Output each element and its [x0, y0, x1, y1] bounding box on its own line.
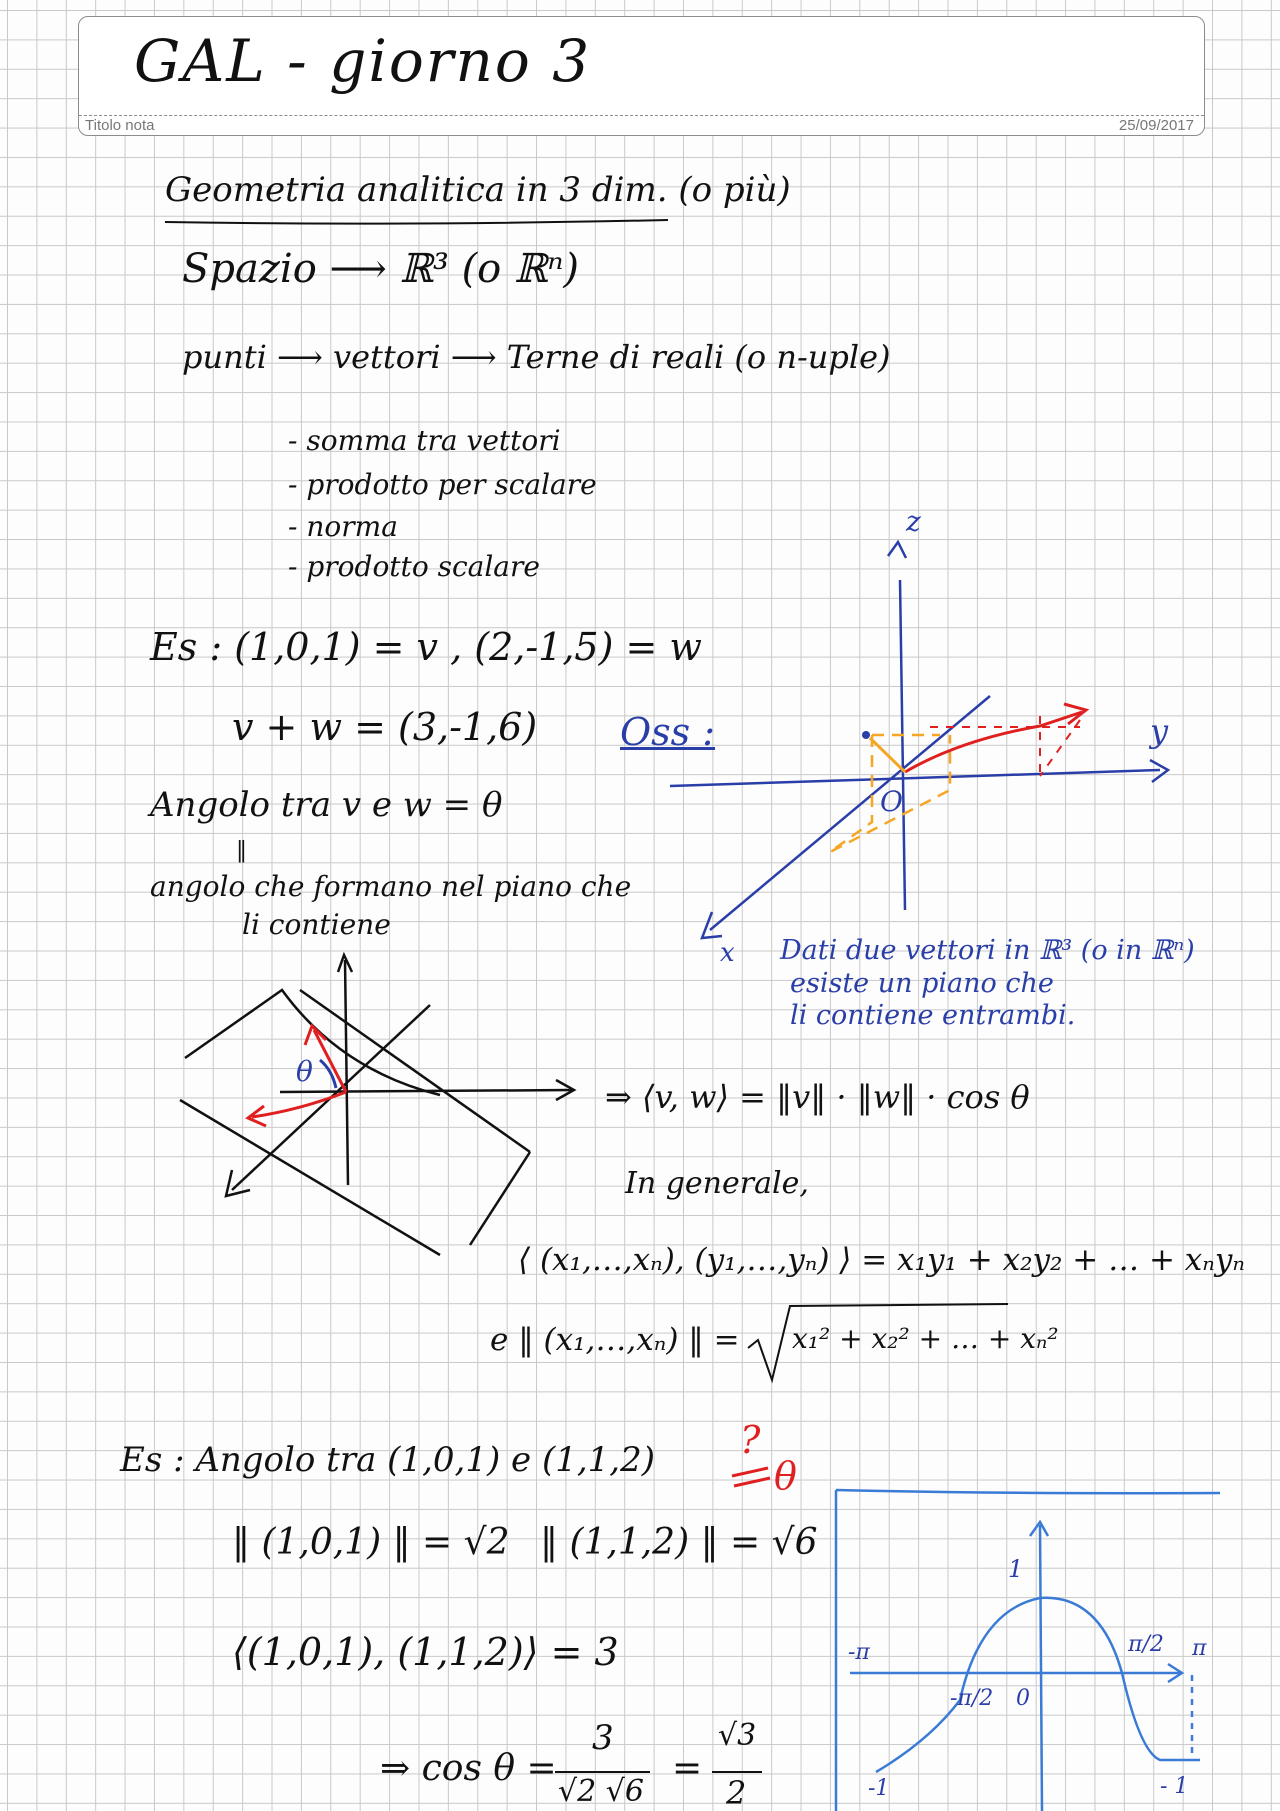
angle-desc-line2: li contiene: [242, 908, 391, 941]
orange-vector-tip: [862, 731, 870, 739]
graph-label-minus-pi-half: -π/2: [950, 1686, 994, 1711]
observation-note-line3: li contiene entrambi.: [790, 1000, 1076, 1031]
note-date: 25/09/2017: [1118, 117, 1194, 134]
observation-label: Oss :: [620, 710, 716, 754]
dot-product-formula: ⇒ ⟨v, w⟩ = ‖v‖ · ‖w‖ · cos θ: [605, 1078, 1030, 1116]
z-axis-arrow: [888, 542, 906, 558]
example2-question-theta: θ: [774, 1454, 797, 1498]
operation-item: - prodotto scalare: [288, 550, 540, 583]
graph-label-zero: 0: [1016, 1686, 1030, 1711]
example2-line1: Es : Angolo tra (1,0,1) e (1,1,2): [120, 1440, 655, 1480]
red-projections: [930, 716, 1080, 776]
graph-label-minus-pi: -π: [848, 1640, 870, 1665]
section-heading: Geometria analitica in 3 dim. (o più): [165, 170, 791, 210]
note-label: Titolo nota: [85, 117, 155, 134]
observation-note-line2: esiste un piano che: [790, 968, 1054, 999]
plane-vertical-axis: [345, 960, 348, 1185]
observation-note-line1: Dati due vettori in ℝ³ (o in ℝⁿ): [780, 935, 1195, 966]
points-line: punti ⟶ vettori ⟶ Terne di reali (o n-uple): [182, 338, 891, 376]
space-line: Spazio ⟶ ℝ³ (o ℝⁿ): [182, 246, 580, 292]
plane-edge-right: [470, 1152, 530, 1245]
graph-label-minus-one-right: - 1: [1160, 1774, 1189, 1799]
fraction-equals: =: [672, 1748, 703, 1789]
example2-cos-prefix: ⇒ cos θ =: [380, 1748, 557, 1789]
fraction2-denominator: 2: [726, 1774, 747, 1811]
angle-desc-line1: angolo che formano nel piano che: [150, 870, 632, 903]
y-axis: [670, 770, 1160, 786]
graph-y-axis: [1040, 1525, 1042, 1811]
in-general-label: In generale,: [625, 1166, 809, 1201]
graph-label-pi-half: π/2: [1128, 1632, 1164, 1657]
example2-norm1: ‖ (1,0,1) ‖ = √2: [232, 1522, 510, 1563]
norm-formula-prefix: e ‖ (x₁,…,xₙ) ‖ =: [490, 1322, 740, 1358]
x-axis: [710, 696, 990, 930]
graph-label-one: 1: [1008, 1555, 1024, 1583]
graph-label-minus-one-left: -1: [868, 1776, 890, 1801]
operation-item: - prodotto per scalare: [288, 468, 597, 501]
x-axis-arrow: [702, 912, 722, 938]
plane-theta-label: θ: [296, 1055, 313, 1088]
operation-item: - somma tra vettori: [288, 424, 561, 457]
graph-label-pi: π: [1192, 1636, 1207, 1661]
operation-item: - norma: [288, 510, 398, 543]
plane-angle-arc: [320, 1060, 336, 1088]
example2-question: ?: [740, 1418, 761, 1462]
z-axis: [900, 580, 905, 910]
note-title: GAL - giorno 3: [134, 27, 592, 95]
heading-underline: [165, 220, 668, 224]
plane-red-vector-1: [314, 1030, 346, 1092]
general-dot-formula: ⟨ (x₁,…,xₙ), (y₁,…,yₙ) ⟩ = x₁y₁ + x₂y₂ + … + xₙyₙ: [518, 1242, 1245, 1278]
origin-label: O: [880, 785, 903, 818]
red-vector: [905, 712, 1082, 772]
plane-red-vector-2: [252, 1092, 346, 1117]
fraction2-numerator: √3: [718, 1718, 757, 1753]
axis-y-label: y: [1150, 712, 1169, 750]
example2-dot: ⟨(1,0,1), (1,1,2)⟩ = 3: [232, 1630, 619, 1674]
example2-norm2: ‖ (1,1,2) ‖ = √6: [540, 1522, 818, 1563]
example1-line2: v + w = (3,-1,6): [232, 705, 538, 749]
question-equals: [732, 1468, 770, 1486]
plane-horizontal-axis: [280, 1090, 572, 1092]
example1-line1: Es : (1,0,1) = v , (2,-1,5) = w: [150, 625, 702, 669]
plane-edge-left: [180, 1100, 440, 1255]
cos-curve: [876, 1598, 1200, 1772]
fraction1-numerator: 3: [592, 1718, 614, 1758]
equals-mark: ‖: [236, 838, 247, 863]
axis-x-label: x: [720, 938, 735, 968]
plane-figure: [180, 955, 574, 1255]
axis-z-label: z: [906, 505, 921, 538]
axes-3d: [670, 542, 1168, 938]
fraction1-denominator: √2 √6: [558, 1774, 644, 1809]
angle-line: Angolo tra v e w = θ: [150, 785, 503, 825]
norm-formula-radicand: x₁² + x₂² + … + xₙ²: [792, 1322, 1059, 1355]
orange-vector: [870, 738, 905, 772]
